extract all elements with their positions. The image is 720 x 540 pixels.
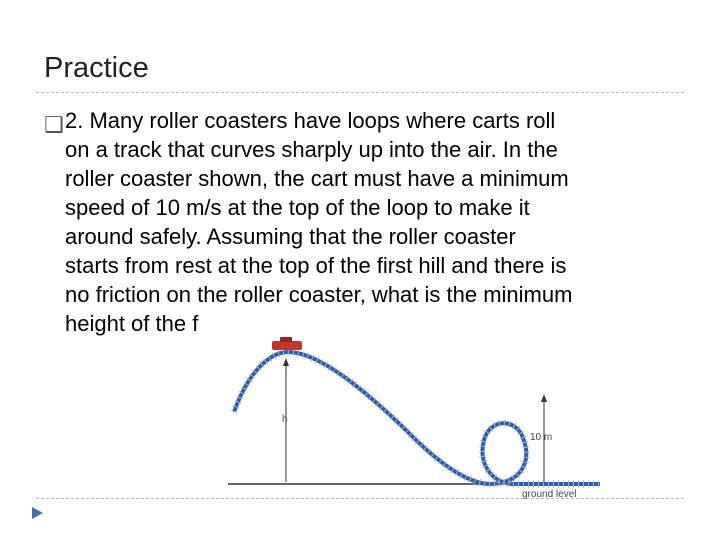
next-slide-arrow-icon[interactable] bbox=[30, 506, 44, 520]
question-line: on a track that curves sharply up into the air. In the bbox=[65, 137, 558, 162]
question-line: speed of 10 m/s at the top of the loop to make it bbox=[65, 195, 530, 220]
question-line: roller coaster shown, the cart must have a minimum bbox=[65, 166, 569, 191]
hill-height-label: h bbox=[282, 414, 288, 425]
ground-level-label: ground level bbox=[522, 489, 577, 500]
question-line: no friction on the roller coaster, what is the minimum bbox=[65, 282, 573, 307]
cart-seat bbox=[280, 337, 292, 342]
question-line: around safely. Assuming that the roller coaster bbox=[65, 224, 516, 249]
question-text bbox=[65, 106, 675, 338]
question-line: 2. Many roller coasters have loops where carts roll bbox=[65, 108, 556, 133]
loop-height-label: 10 m bbox=[530, 432, 553, 443]
cart-body bbox=[272, 341, 302, 350]
question-line: height of the f bbox=[65, 311, 199, 336]
roller-coaster-diagram bbox=[228, 332, 600, 502]
title-divider bbox=[36, 92, 684, 93]
question-line: starts from rest at the top of the first hill and there is bbox=[65, 253, 567, 278]
bottom-divider bbox=[36, 498, 684, 499]
bullet-icon: ❑ bbox=[44, 113, 64, 138]
slide-title: Practice bbox=[44, 52, 149, 84]
